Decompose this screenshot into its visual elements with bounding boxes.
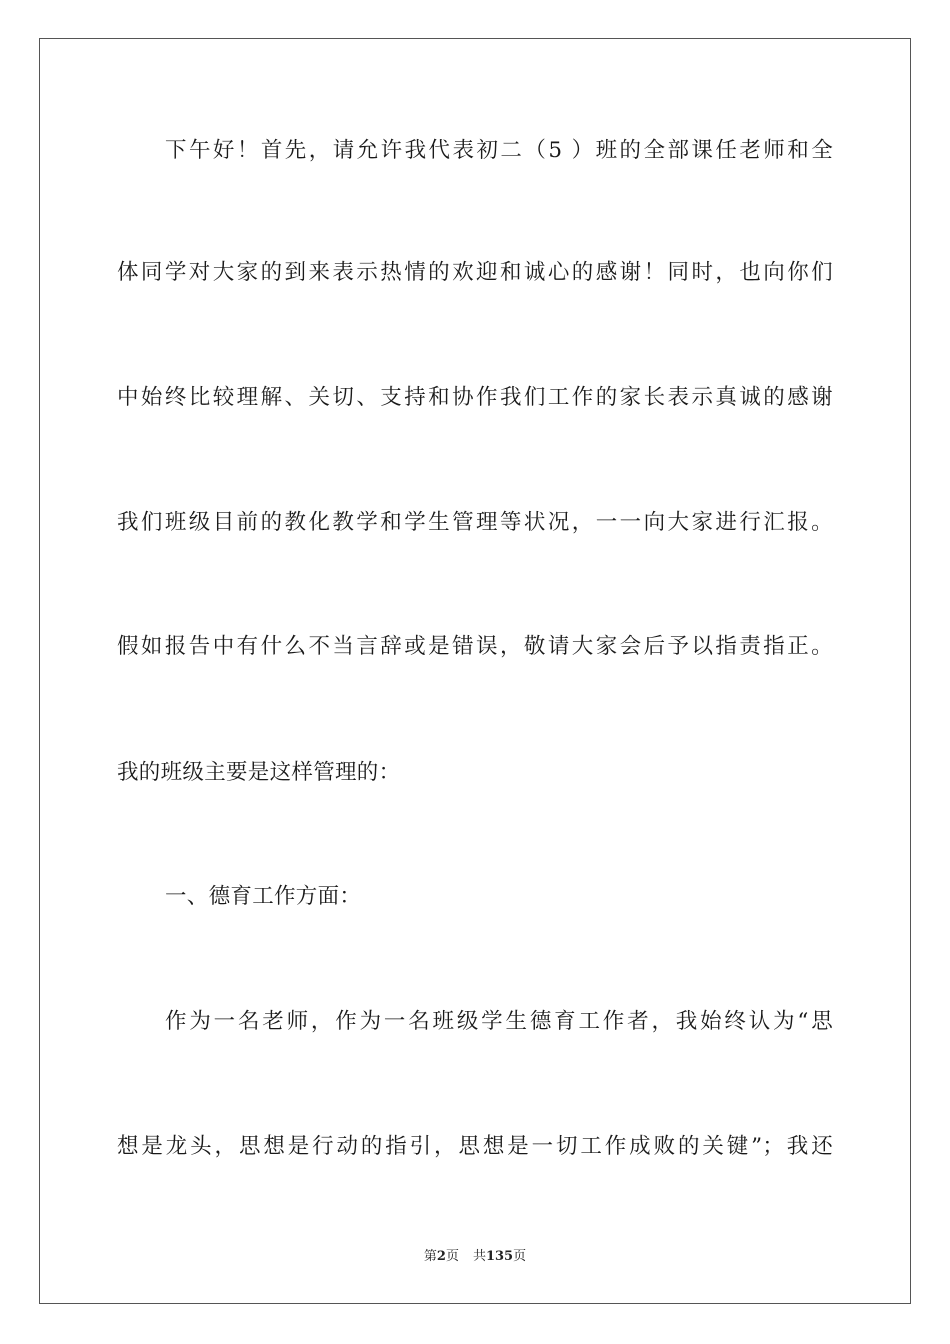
- page-number: 2: [436, 1249, 446, 1264]
- paragraph-line-9: 想是龙头，思想是行动的指引，思想是一切工作成败的关键”；我还: [117, 1134, 833, 1159]
- page-prefix: 第: [423, 1249, 437, 1264]
- section-heading-moral-education: 一、德育工作方面：: [165, 884, 362, 909]
- paragraph-line-5: 假如报告中有什么不当言辞或是错误，敬请大家会后予以指责指正。: [117, 634, 833, 659]
- paragraph-line-8: 作为一名老师，作为一名班级学生德育工作者，我始终认为“思: [165, 1009, 833, 1034]
- page-suffix: 页: [445, 1249, 459, 1264]
- paragraph-line-2: 体同学对大家的到来表示热情的欢迎和诚心的感谢！同时，也向你们: [117, 260, 833, 285]
- total-prefix: 共: [472, 1249, 486, 1264]
- total-suffix: 页: [513, 1249, 527, 1264]
- paragraph-line-3: 中始终比较理解、关切、支持和协作我们工作的家长表示真诚的感谢: [117, 385, 833, 410]
- paragraph-line-1: 下午好！首先，请允许我代表初二（5 ）班的全部课任老师和全: [165, 138, 833, 163]
- total-pages: 135: [485, 1249, 514, 1264]
- paragraph-line-6: 我的班级主要是这样管理的：: [117, 760, 401, 785]
- paragraph-line-4: 我们班级目前的教化教学和学生管理等状况，一一向大家进行汇报。: [117, 510, 833, 535]
- page-footer: [0, 1248, 950, 1266]
- page-border: [39, 38, 911, 1304]
